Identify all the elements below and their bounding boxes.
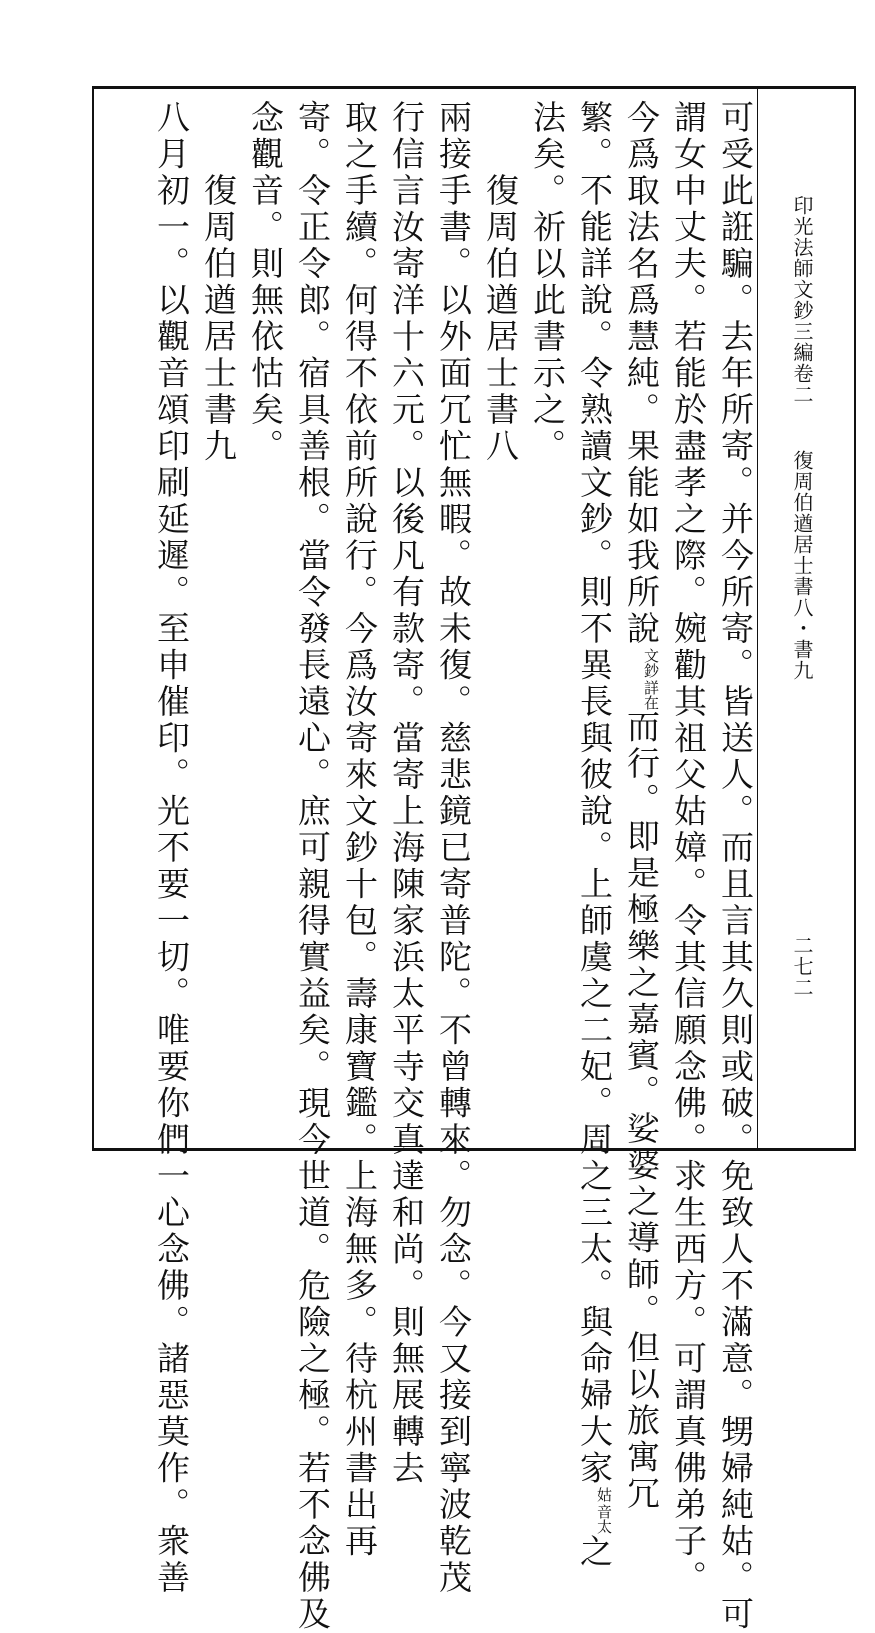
text-column-7: 兩接手書。以外面冗忙無暇。故未復。慈悲鏡已寄普陀。不曾轉來。勿念。今又接到寧波乾茂 xyxy=(434,100,473,1597)
note-left: 文鈔 xyxy=(642,647,660,678)
text-column-2: 謂女中丈夫。若能於盡孝之際。婉勸其祖父姑嫜。令其信願念佛。求生西方。可謂真佛弟子。 xyxy=(669,100,708,1597)
text-column-5: 法矣。祈以此書示之。 xyxy=(528,100,567,465)
text-column-4-main: 繁。不能詳說。令熟讀文鈔。則不異長與彼說。上師虞之二妃。周之三太。與命婦大家 xyxy=(575,100,614,1487)
text-column-4-rest: 之 xyxy=(575,1534,614,1571)
text-column-8: 行信言汝寄洋十六元。以後凡有款寄。當寄上海陳家浜太平寺交真達和尚。則無展轉去 xyxy=(387,100,426,1487)
note-left: 姑 xyxy=(595,1487,613,1502)
text-column-11: 念觀音。則無依怙矣。 xyxy=(246,100,285,465)
running-section-title: 復周伯遒居士書八・書九 xyxy=(790,450,814,681)
note-right: 詳在 xyxy=(642,679,660,710)
left-border-rule xyxy=(92,86,94,1151)
text-column-1: 可受此誑騙。去年所寄。并今所寄。皆送人。而且言其久則或破。免致人不滿意。甥婦純姑。可 xyxy=(716,100,755,1633)
text-column-13: 八月初一。以觀音頌印刷延遲。至申催印。光不要一切。唯要你們一心念佛。諸惡莫作。衆善 xyxy=(152,100,191,1597)
note-right: 音太 xyxy=(595,1504,613,1534)
text-column-4 xyxy=(576,100,612,1571)
text-column-10: 寄。令正令郎。宿具善根。當令發長遠心。庶可親得實益矣。現今世道。危險之極。若不念佛及 xyxy=(293,100,332,1633)
interlinear-note xyxy=(642,648,659,710)
right-inner-border-rule xyxy=(757,86,758,1151)
text-column-3 xyxy=(623,100,659,1513)
letter-heading-9: 復周伯遒居士書九 xyxy=(199,100,238,465)
letter-heading-8: 復周伯遒居士書八 xyxy=(481,100,520,465)
text-column-3-rest: 而行。即是極樂之嘉賓。娑婆之導師。但以旅寓冗 xyxy=(622,709,661,1513)
page-number: 二七二 xyxy=(790,935,814,998)
running-book-title: 印光法師文鈔三編卷二 xyxy=(790,195,814,405)
top-border-rule xyxy=(92,86,856,89)
right-outer-border-rule xyxy=(854,86,856,1151)
text-column-3-main: 今爲取法名爲慧純。果能如我所說 xyxy=(622,100,661,648)
interlinear-note xyxy=(595,1487,612,1534)
text-column-9: 取之手續。何得不依前所說行。今爲汝寄來文鈔十包。壽康寶鑑。上海無多。待杭州書出再 xyxy=(340,100,379,1560)
